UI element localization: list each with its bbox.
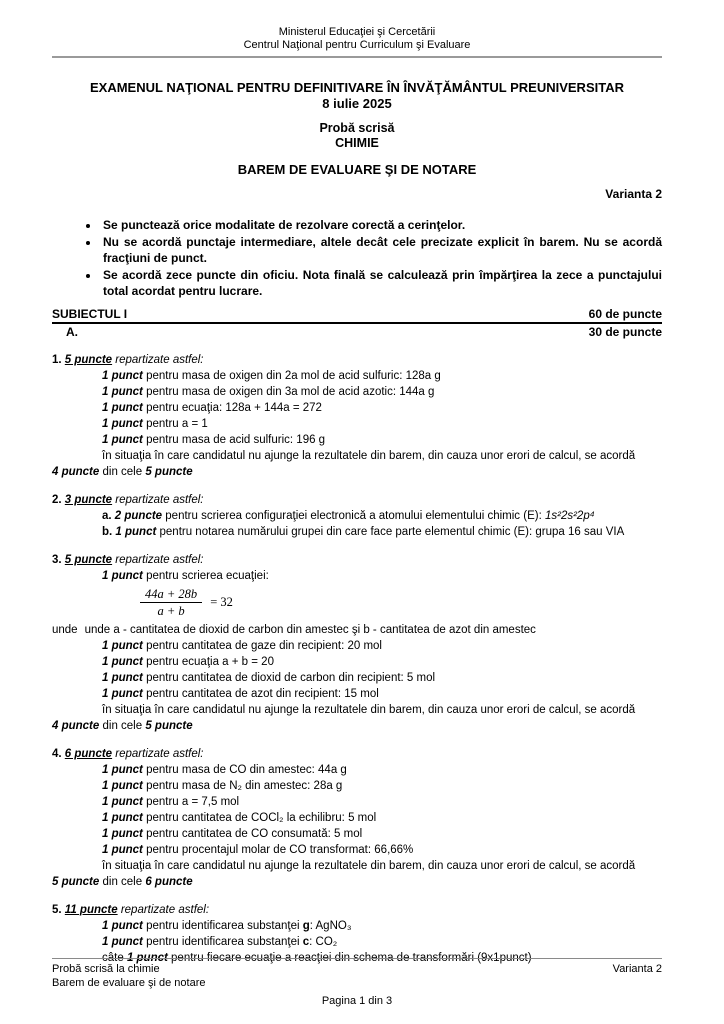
points-label: 1 punct xyxy=(102,779,143,792)
subject-heading xyxy=(52,307,662,324)
section-head xyxy=(52,492,662,508)
section-head xyxy=(52,352,662,368)
rubric-line xyxy=(52,654,662,670)
calc-error-note: în situaţia în care candidatul nu ajunge la rezultatele din barem, din cauza unor erori de calcul, se acordă xyxy=(102,859,636,872)
award-line xyxy=(52,464,662,480)
ministry-line2: Centrul Naţional pentru Curriculum şi Evaluare xyxy=(243,39,471,51)
award-text: din cele xyxy=(99,875,146,888)
rubric-text: pentru cantitatea de CO consumată: 5 mol xyxy=(142,827,363,840)
substance-formula: : CO₂ xyxy=(309,935,338,948)
points-label: 1 punct xyxy=(102,655,143,668)
page-number: Pagina 1 din 3 xyxy=(321,995,393,1007)
footer-variant: Varianta 2 xyxy=(612,963,662,975)
exam-date: 8 iulie 2025 xyxy=(322,96,392,111)
substance-letter: c xyxy=(302,935,310,948)
subject-heading-title: SUBIECTUL I xyxy=(52,306,128,321)
section-head xyxy=(52,746,662,762)
rubric-text: pentru procentajul molar de CO transformat: 66,66% xyxy=(142,843,414,856)
section-points: 11 puncte xyxy=(64,903,118,916)
rubric-line xyxy=(52,400,662,416)
ministry-line1: Ministerul Educaţiei şi Cercetării xyxy=(278,26,436,38)
proba-label: Probă scrisă xyxy=(319,121,395,135)
rubric-line xyxy=(52,826,662,842)
part-heading xyxy=(52,325,662,340)
rubric-line xyxy=(52,794,662,810)
rubric-text: pentru cantitatea de dioxid de carbon din recipient: 5 mol xyxy=(142,671,436,684)
fraction-denominator: a + b xyxy=(157,603,185,618)
rubric-text: pentru ecuaţia a + b = 20 xyxy=(142,655,274,668)
section-points: 5 puncte xyxy=(64,553,113,566)
rubric-line xyxy=(52,842,662,858)
section-number: 3. xyxy=(52,553,65,566)
rubric-text: pentru cantitatea de gaze din recipient: 20 mol xyxy=(142,639,382,652)
section-3 xyxy=(52,552,662,734)
points-label: 1 punct xyxy=(102,795,143,808)
rubric-line xyxy=(52,384,662,400)
rubric-text: pentru identificarea substanţei xyxy=(142,935,303,948)
points-label: 1 punct xyxy=(102,827,143,840)
footer-row-1 xyxy=(52,962,662,976)
points-label: 2 puncte xyxy=(114,509,163,522)
points-label: 1 punct xyxy=(102,639,143,652)
fraction-numerator: 44a + 28b xyxy=(140,587,202,603)
footer-row-2 xyxy=(52,976,662,990)
points-label: 6 puncte xyxy=(145,875,193,888)
points-label: 1 punct xyxy=(102,763,143,776)
equation xyxy=(52,587,662,618)
note-item xyxy=(100,234,662,267)
barem-title: BAREM DE EVALUARE ŞI DE NOTARE xyxy=(237,162,477,177)
fraction xyxy=(140,587,202,618)
note-item xyxy=(100,217,662,234)
variant-label: Varianta 2 xyxy=(605,187,662,201)
exam-title: EXAMENUL NAŢIONAL PENTRU DEFINITIVARE ÎN ÎNVĂŢĂMÂNTUL PREUNIVERSITAR xyxy=(90,80,624,95)
variables-text: unde a - cantitatea de dioxid de carbon din amestec şi b - cantitatea de azot din amestec xyxy=(84,623,536,636)
points-label: 4 puncte xyxy=(52,719,100,732)
note-text: Nu se acordă punctaje intermediare, altele decât cele precizate explicit în barem. Nu se acordă fracţiuni de punct. xyxy=(103,234,662,265)
footer-barem: Barem de evaluare şi de notare xyxy=(52,977,206,989)
rubric-text: pentru masa de acid sulfuric: 196 g xyxy=(142,433,326,446)
award-text: din cele xyxy=(99,719,146,732)
rubric-line xyxy=(52,686,662,702)
rubric-line xyxy=(52,934,662,950)
header-divider xyxy=(52,56,662,58)
calc-error-note: în situaţia în care candidatul nu ajunge la rezultatele din barem, din cauza unor erori de calcul, se acordă xyxy=(102,703,636,716)
points-label: 1 punct xyxy=(102,369,143,382)
section-intro: repartizate astfel: xyxy=(112,553,204,566)
rubric-line xyxy=(52,508,662,524)
page-footer xyxy=(52,958,662,1008)
rubric-text: pentru fiecare ecuaţie a reacţiei din schema de transformări (9x1punct) xyxy=(167,951,532,964)
section-4 xyxy=(52,746,662,890)
title-block xyxy=(52,80,662,201)
subject-heading-points: 60 de puncte xyxy=(588,306,662,321)
ministry-header xyxy=(52,26,662,52)
rubric-line xyxy=(52,568,662,584)
rubric-line xyxy=(52,810,662,826)
electron-configuration: 1s²2s²2p⁴ xyxy=(544,509,595,522)
points-label: 4 puncte xyxy=(52,465,100,478)
points-label: 1 punct xyxy=(102,843,143,856)
item-letter: b. xyxy=(102,525,116,538)
section-1 xyxy=(52,352,662,480)
section-number: 1. xyxy=(52,353,65,366)
note-text: Se acordă zece puncte din oficiu. Nota finală se calculează prin împărţirea la zece a punctajului total acordat pentru lucrare. xyxy=(103,267,662,298)
variables-note xyxy=(52,622,662,638)
rubric-line xyxy=(52,670,662,686)
points-label: 5 puncte xyxy=(145,719,193,732)
points-label: 1 punct xyxy=(102,569,143,582)
footer-divider xyxy=(52,958,662,959)
rubric-line xyxy=(52,416,662,432)
section-number: 4. xyxy=(52,747,65,760)
points-label: 1 punct xyxy=(115,525,157,538)
substance-letter: g xyxy=(302,919,310,932)
award-line xyxy=(52,874,662,890)
calc-error-note: în situaţia în care candidatul nu ajunge la rezultatele din barem, din cauza unor erori de calcul, se acordă xyxy=(102,449,636,462)
rubric-line xyxy=(52,638,662,654)
rubric-text: pentru scrierea configuraţiei electronică a atomului elementului chimic (E): xyxy=(162,509,545,522)
section-points: 6 puncte xyxy=(64,747,113,760)
points-label: 5 puncte xyxy=(52,875,100,888)
rubric-text: pentru a = 7,5 mol xyxy=(142,795,240,808)
section-head xyxy=(52,552,662,568)
rubric-text: pentru scrierea ecuaţiei: xyxy=(142,569,269,582)
section-intro: repartizate astfel: xyxy=(117,903,210,916)
rubric-line xyxy=(52,778,662,794)
rubric-text: pentru ecuaţia: 128a + 144a = 272 xyxy=(142,401,322,414)
rubric-line xyxy=(52,368,662,384)
rubric-text: pentru cantitatea de COCl₂ la echilibru: 5 mol xyxy=(142,811,377,824)
points-label: 1 punct xyxy=(102,433,143,446)
points-label: 1 punct xyxy=(102,687,143,700)
rubric-text: pentru masa de oxigen din 2a mol de acid sulfuric: 128a g xyxy=(142,369,441,382)
rubric-text: pentru masa de N₂ din amestec: 28a g xyxy=(142,779,343,792)
rubric-text: pentru masa de oxigen din 3a mol de acid azotic: 144a g xyxy=(142,385,435,398)
points-label: 1 punct xyxy=(102,811,143,824)
points-label: 1 punct xyxy=(102,935,143,948)
note-text: Se punctează orice modalitate de rezolvare corectă a cerinţelor. xyxy=(103,218,466,232)
section-5 xyxy=(52,902,662,966)
points-label: 1 punct xyxy=(102,401,143,414)
points-label: 5 puncte xyxy=(145,465,193,478)
rubric-line xyxy=(52,762,662,778)
rubric-text: pentru a = 1 xyxy=(142,417,208,430)
points-label: 1 punct xyxy=(102,671,143,684)
section-intro: repartizate astfel: xyxy=(112,747,204,760)
points-label: 1 punct xyxy=(102,385,143,398)
general-notes xyxy=(52,217,662,300)
rubric-text: pentru masa de CO din amestec: 44a g xyxy=(142,763,347,776)
rubric-line xyxy=(52,432,662,448)
points-label: 1 punct xyxy=(126,951,168,964)
section-points: 5 puncte xyxy=(64,353,113,366)
section-points: 3 puncte xyxy=(64,493,113,506)
section-number: 2. xyxy=(52,493,65,506)
subject-label: CHIMIE xyxy=(335,136,379,150)
rubric-text: pentru cantitatea de azot din recipient: 15 mol xyxy=(142,687,379,700)
rubric-line xyxy=(52,524,662,540)
equation-rhs: = 32 xyxy=(210,595,233,609)
rubric-text: pentru notarea numărului grupei din care face parte elementul chimic (E): grupa 16 sau VIA xyxy=(156,525,625,538)
section-2 xyxy=(52,492,662,540)
award-text: din cele xyxy=(99,465,146,478)
part-points: 30 de puncte xyxy=(588,324,662,339)
part-label: A. xyxy=(66,324,78,339)
points-label: 1 punct xyxy=(102,417,143,430)
rubric-text: pentru identificarea substanţei xyxy=(142,919,303,932)
rubric-text: câte xyxy=(102,951,127,964)
unde-word: unde xyxy=(52,623,78,636)
award-line xyxy=(52,718,662,734)
note-item xyxy=(100,267,662,300)
points-label: 1 punct xyxy=(102,919,143,932)
section-intro: repartizate astfel: xyxy=(112,493,204,506)
section-intro: repartizate astfel: xyxy=(112,353,204,366)
item-letter: a. xyxy=(102,509,115,522)
section-head xyxy=(52,902,662,918)
section-number: 5. xyxy=(52,903,65,916)
footer-proba: Probă scrisă la chimie xyxy=(52,963,160,975)
rubric-line xyxy=(52,918,662,934)
substance-formula: : AgNO₃ xyxy=(309,919,352,932)
